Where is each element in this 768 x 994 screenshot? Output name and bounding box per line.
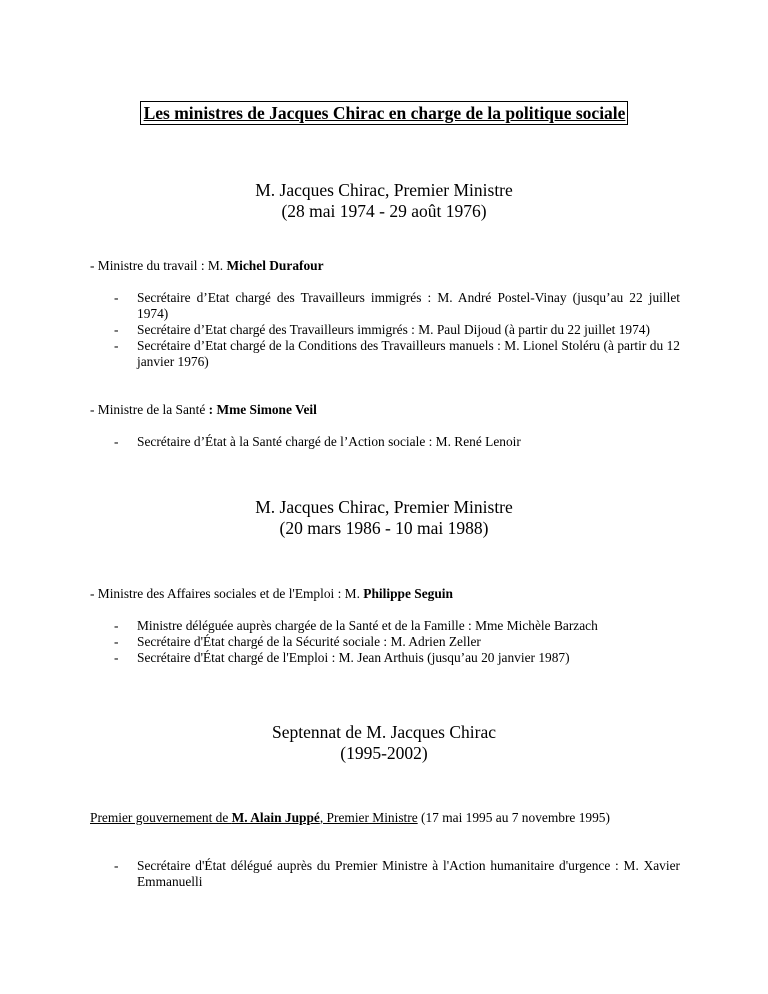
government-pm-role: , Premier Ministre	[319, 810, 418, 825]
ministre-sante	[90, 402, 317, 418]
section-2-heading	[0, 497, 768, 539]
ministre-affaires-sociales-prefix: - Ministre des Affaires sociales et de l'Emploi : M.	[90, 586, 364, 601]
section-3-list	[90, 858, 680, 890]
ministre-travail-prefix: - Ministre du travail : M.	[90, 258, 227, 273]
section-2-heading-line2: (20 mars 1986 - 10 mai 1988)	[279, 518, 489, 538]
list-dash: -	[114, 322, 119, 337]
list-dash: -	[114, 434, 119, 449]
list-dash: -	[114, 650, 119, 665]
list-item-text: Ministre déléguée auprès chargée de la Santé et de la Famille : Mme Michèle Barzach	[137, 618, 598, 633]
list-dash: -	[114, 858, 119, 873]
list-dash: -	[114, 618, 119, 633]
document-title: Les ministres de Jacques Chirac en charge de la politique sociale	[140, 101, 629, 125]
section-1-heading-line1: M. Jacques Chirac, Premier Ministre	[255, 180, 513, 200]
list-item	[90, 618, 680, 634]
list-item-text: Secrétaire d’Etat chargé de la Conditions des Travailleurs manuels : M. Lionel Stoléru (à partir du 12 janvier 1976)	[137, 338, 680, 369]
government-prefix: Premier gouvernement de	[90, 810, 232, 825]
section-1-heading-line2: (28 mai 1974 - 29 août 1976)	[281, 201, 487, 221]
section-2-list	[90, 618, 680, 666]
list-item-text: Secrétaire d’État à la Santé chargé de l’Action sociale : M. René Lenoir	[137, 434, 521, 449]
government-dates: (17 mai 1995 au 7 novembre 1995)	[417, 810, 610, 825]
section-1-travail-list	[90, 290, 680, 370]
title-container	[0, 101, 768, 125]
list-item	[90, 650, 680, 666]
ministre-sante-prefix: - Ministre de la Santé	[90, 402, 209, 417]
section-3-heading-line2: (1995-2002)	[340, 743, 428, 763]
government-pm-name: M. Alain Juppé	[231, 810, 320, 825]
section-2-heading-line1: M. Jacques Chirac, Premier Ministre	[255, 497, 513, 517]
ministre-affaires-sociales-name: Philippe Seguin	[363, 586, 453, 601]
list-item-text: Secrétaire d'État chargé de l'Emploi : M. Jean Arthuis (jusqu’au 20 janvier 1987)	[137, 650, 570, 665]
government-line	[90, 810, 680, 826]
list-dash: -	[114, 338, 119, 353]
ministre-travail-name: Michel Durafour	[226, 258, 324, 273]
list-item	[90, 434, 680, 450]
section-1-sante-list	[90, 434, 680, 450]
ministre-affaires-sociales	[90, 586, 453, 602]
list-item	[90, 634, 680, 650]
list-item-text: Secrétaire d’Etat chargé des Travailleurs immigrés : M. Paul Dijoud (à partir du 22 juillet 1974)	[137, 322, 650, 337]
list-item-text: Secrétaire d’Etat chargé des Travailleurs immigrés : M. André Postel-Vinay (jusqu’au 22 juillet 1974)	[137, 290, 680, 321]
list-dash: -	[114, 634, 119, 649]
section-1-heading	[0, 180, 768, 222]
section-3-heading	[0, 722, 768, 764]
list-item	[90, 338, 680, 370]
ministre-travail	[90, 258, 324, 274]
list-item-text: Secrétaire d'État délégué auprès du Premier Ministre à l'Action humanitaire d'urgence : M. Xavier Emmanuelli	[137, 858, 680, 889]
ministre-sante-name: : Mme Simone Veil	[208, 402, 317, 417]
section-3-heading-line1: Septennat de M. Jacques Chirac	[271, 722, 497, 742]
list-dash: -	[114, 290, 119, 305]
list-item	[90, 322, 680, 338]
list-item-text: Secrétaire d'État chargé de la Sécurité sociale : M. Adrien Zeller	[137, 634, 481, 649]
list-item	[90, 858, 680, 890]
list-item	[90, 290, 680, 322]
